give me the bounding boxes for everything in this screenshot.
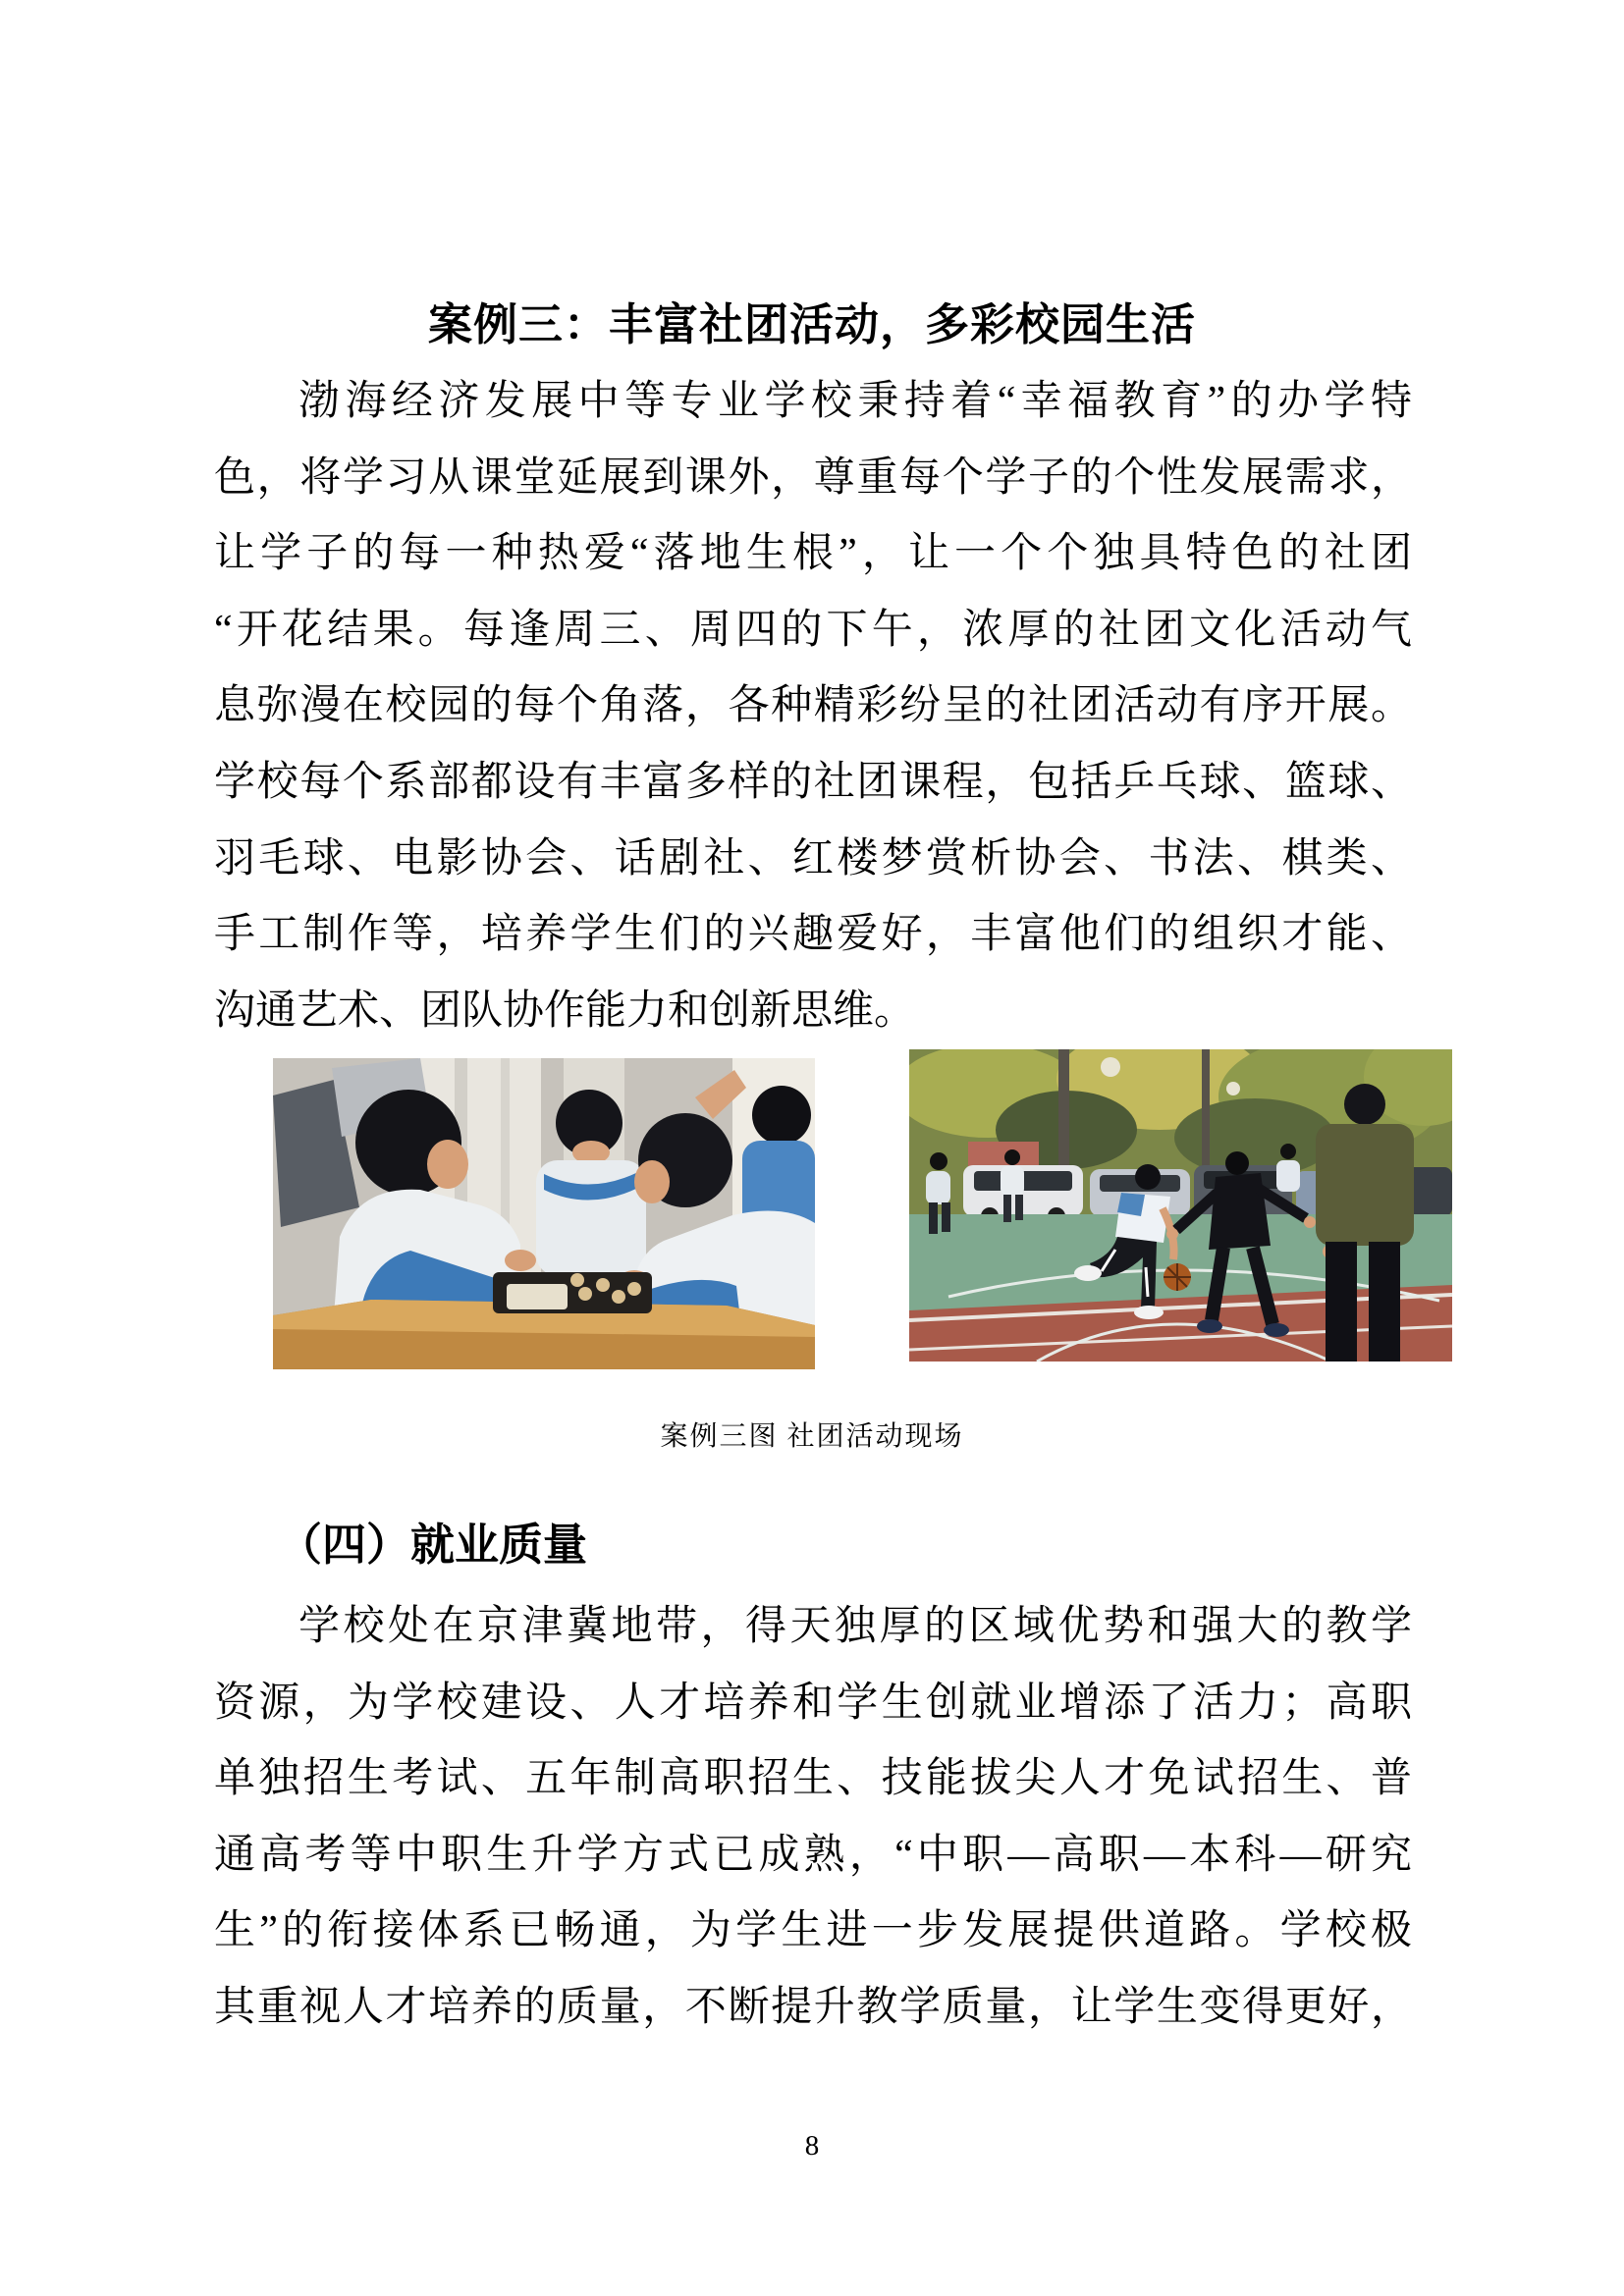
basketball-illustration — [909, 1049, 1452, 1362]
paragraph-line: 学校处在京津冀地带，得天独厚的区域优势和强大的教学 — [298, 1604, 1412, 1649]
paragraph-line: 资源，为学校建设、人才培养和学生创就业增添了活力；高职 — [214, 1680, 1412, 1726]
paragraph-line: 其重视人才培养的质量，不断提升教学质量，让学生变得更好， — [214, 1984, 1412, 2030]
page-number: 8 — [804, 2130, 820, 2162]
paragraph-line: 手工制作等，培养学生们的兴趣爱好，丰富他们的组织才能、 — [214, 912, 1412, 958]
paragraph-line: 羽毛球、电影协会、话剧社、红楼梦赏析协会、书法、棋类、 — [214, 835, 1412, 881]
chess-club-photo — [273, 1058, 815, 1369]
case-title: 案例三：丰富社团活动，多彩校园生活 — [427, 300, 1196, 349]
paragraph-line: 让学子的每一种热爱“落地生根”，让一个个独具特色的社团 — [214, 531, 1412, 577]
paragraph-line: 沟通艺术、团队协作能力和创新思维。 — [214, 988, 916, 1034]
employment-section-heading: （四）就业质量 — [278, 1521, 588, 1570]
paragraph-line: 色，将学习从课堂延展到课外，尊重每个学子的个性发展需求， — [214, 454, 1412, 501]
chess-club-illustration — [273, 1058, 815, 1369]
paragraph-line: 息弥漫在校园的每个角落，各种精彩纷呈的社团活动有序开展。 — [214, 683, 1412, 729]
paragraph-line: 渤海经济发展中等专业学校秉持着“幸福教育”的办学特 — [298, 379, 1412, 424]
paragraph-line: 单独招生考试、五年制高职招生、技能拔尖人才免试招生、普 — [214, 1756, 1412, 1802]
employment-paragraph — [214, 1589, 1412, 2047]
case-paragraph — [214, 364, 1412, 1049]
photo-caption: 案例三图 社团活动现场 — [660, 1421, 964, 1452]
basketball-photo — [909, 1049, 1452, 1362]
paragraph-line: 生”的衔接体系已畅通，为学生进一步发展提供道路。学校极 — [214, 1908, 1412, 1954]
paragraph-line: “开花结果。每逢周三、周四的下午，浓厚的社团文化活动气 — [214, 607, 1412, 653]
paragraph-line: 通高考等中职生升学方式已成熟，“中职—高职—本科—研究 — [214, 1832, 1412, 1878]
paragraph-line: 学校每个系部都设有丰富多样的社团课程，包括乒乓球、篮球、 — [214, 759, 1412, 805]
